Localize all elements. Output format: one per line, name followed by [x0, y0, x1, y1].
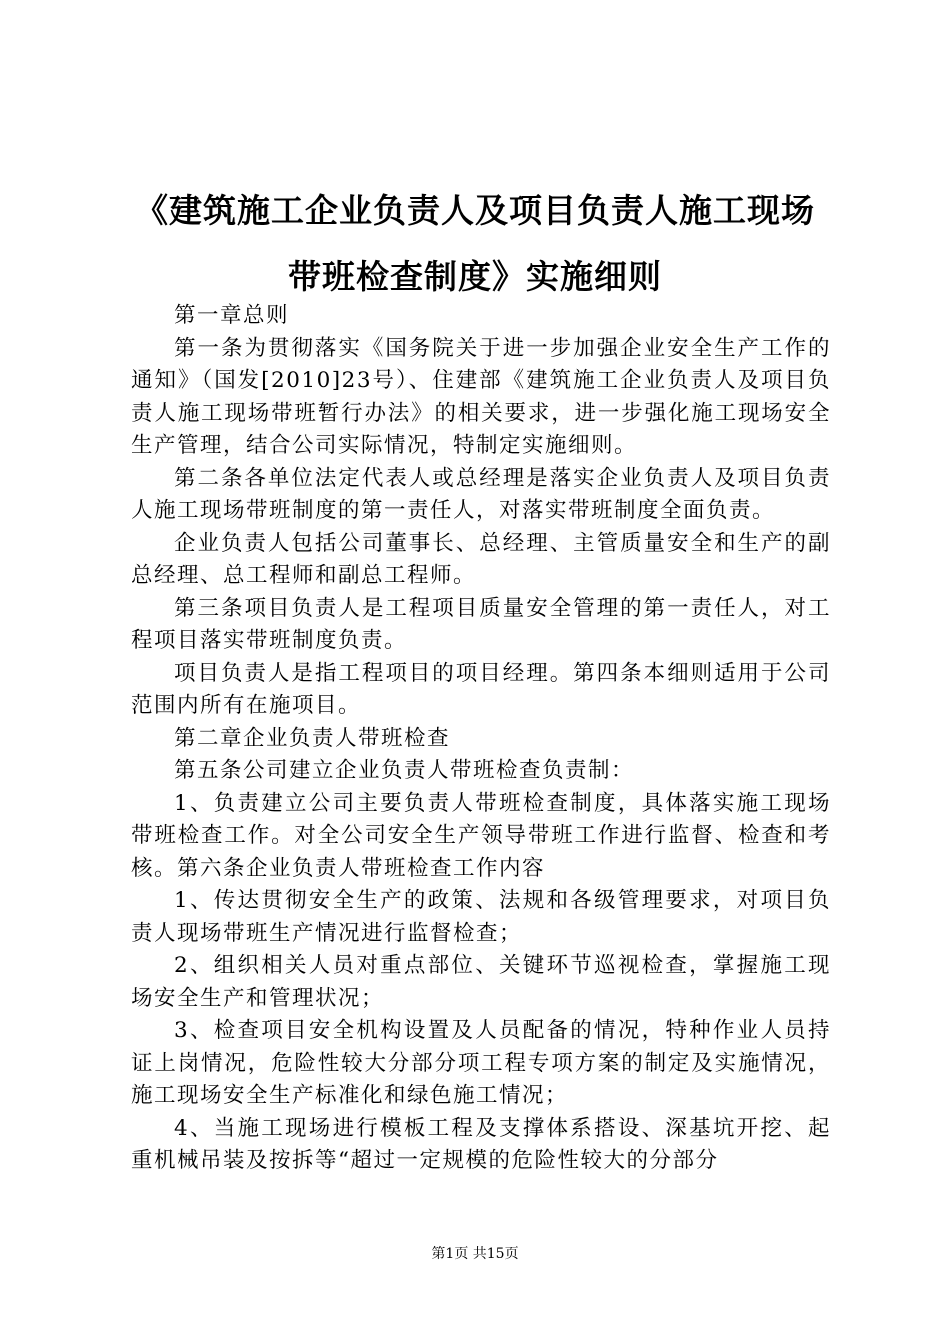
title-line-1: 《建筑施工企业负责人及项目负责人施工现场: [135, 191, 815, 230]
body-paragraph: 第三条项目负责人是工程项目质量安全管理的第一责任人，对工程项目落实带班制度负责。: [131, 595, 831, 653]
chapter-heading: 第一章总则: [174, 303, 290, 328]
body-paragraph: 企业负责人包括公司董事长、总经理、主管质量安全和生产的副总经理、总工程师和副总工程师。: [131, 530, 831, 588]
document-title: [120, 178, 830, 310]
body-paragraph: 第二条各单位法定代表人或总经理是落实企业负责人及项目负责人施工现场带班制度的第一责任人，对落实带班制度全面负责。: [131, 465, 831, 523]
document-body: [131, 300, 831, 1178]
body-paragraph: 第一条为贯彻落实《国务院关于进一步加强企业安全生产工作的通知》（国发[2010]23号）、住建部《建筑施工企业负责人及项目负责人施工现场带班暂行办法》的相关要求，进一步强化施工现场安全生产管理，结合公司实际情况，特制定实施细则。: [131, 335, 831, 458]
body-paragraph: 项目负责人是指工程项目的项目经理。第四条本细则适用于公司范围内所有在施项目。: [131, 660, 831, 718]
page-footer: [0, 1243, 950, 1263]
body-paragraph: 第五条公司建立企业负责人带班检查负责制：: [174, 758, 635, 783]
body-paragraph: 1、负责建立公司主要负责人带班检查制度，具体落实施工现场带班检查工作。对全公司安全生产领导带班工作进行监督、检查和考核。第六条企业负责人带班检查工作内容: [131, 790, 831, 881]
page-number: 第1页 共15页: [431, 1246, 519, 1262]
chapter-heading: 第二章企业负责人带班检查: [174, 725, 451, 751]
body-paragraph: 2、组织相关人员对重点部位、关键环节巡视检查，掌握施工现场安全生产和管理状况；: [131, 953, 831, 1011]
body-paragraph: 1、传达贯彻安全生产的政策、法规和各级管理要求，对项目负责人现场带班生产情况进行监督检查；: [131, 888, 831, 946]
body-paragraph: 3、检查项目安全机构设置及人员配备的情况，特种作业人员持证上岗情况，危险性较大分部分项工程专项方案的制定及实施情况，施工现场安全生产标准化和绿色施工情况；: [131, 1018, 831, 1108]
title-line-2: 带班检查制度》实施细则: [288, 257, 662, 296]
body-paragraph: 4、当施工现场进行模板工程及支撑体系搭设、深基坑开挖、起重机械吊装及按拆等“超过一定规模的危险性较大的分部分: [131, 1115, 831, 1173]
